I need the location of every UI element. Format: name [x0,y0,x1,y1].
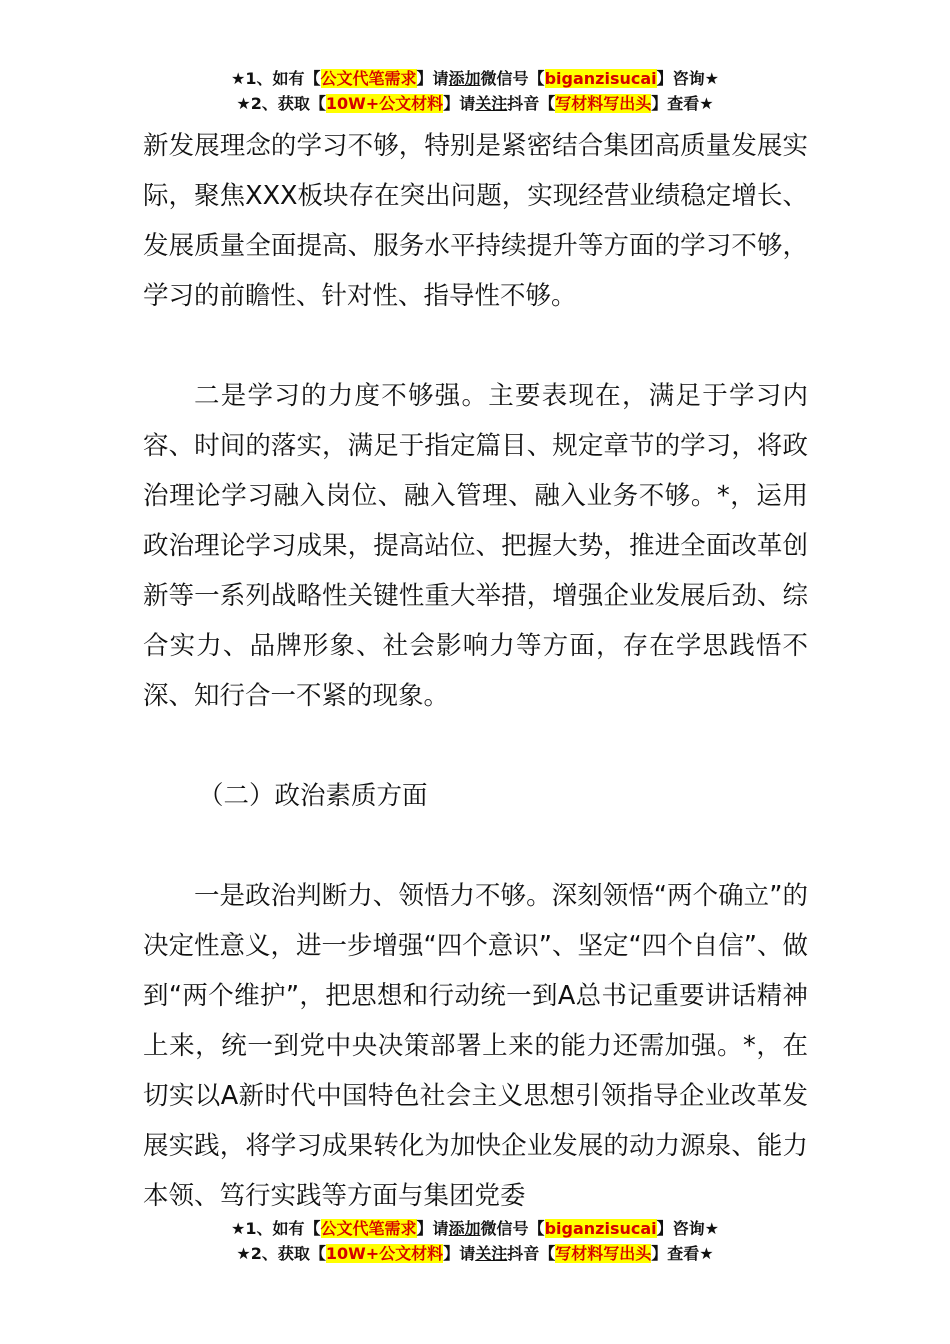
highlight-materials: 10W+公文材料 [325,1244,444,1263]
banner-line-2: ★2、获取【10W+公文材料】请关注抖音【写材料写出头】查看★ [236,94,714,113]
highlight-douyin-account: 写材料写出头 [555,1244,652,1263]
paragraph-spacer [143,821,808,871]
highlight-service: 公文代笔需求 [320,1219,417,1238]
paragraph-spacer [143,721,808,771]
header-banner [0,66,950,116]
highlight-materials: 10W+公文材料 [325,94,444,113]
paragraph-spacer [143,321,808,371]
footer-banner [0,1216,950,1266]
banner-line-1: ★1、如有【公文代笔需求】请添加微信号【biganzisucai】咨询★ [231,1219,719,1238]
banner-line-1: ★1、如有【公文代笔需求】请添加微信号【biganzisucai】咨询★ [231,69,719,88]
highlight-wechat-id: biganzisucai [544,1219,657,1238]
section-heading: （二）政治素质方面 [198,781,428,811]
paragraph-2: 二是学习的力度不够强。主要表现在，满足于学习内容、时间的落实，满足于指定篇目、规定章节的学习，将政治理论学习融入岗位、融入管理、融入业务不够。*，运用政治理论学习成果，提高站位、把握大势，推进全面改革创新等一系列战略性关键性重大举措，增强企业发展后劲、综合实力、品牌形象、社会影响力等方面，存在学思践悟不深、知行合一不紧的现象。 [143,381,808,711]
highlight-douyin-account: 写材料写出头 [555,94,652,113]
highlight-wechat-id: biganzisucai [544,69,657,88]
highlight-service: 公文代笔需求 [320,69,417,88]
paragraph-3: 一是政治判断力、领悟力不够。深刻领悟“两个确立”的决定性意义，进一步增强“四个意识”、坚定“四个自信”、做到“两个维护”，把思想和行动统一到A总书记重要讲话精神上来，统一到党中央决策部署上来的能力还需加强。*，在切实以A新时代中国特色社会主义思想引领指导企业改革发展实践，将学习成果转化为加快企业发展的动力源泉、能力本领、笃行实践等方面与集团党委 [143,881,808,1211]
document-body [143,121,808,1221]
banner-line-2: ★2、获取【10W+公文材料】请关注抖音【写材料写出头】查看★ [236,1244,714,1263]
paragraph-1: 新发展理念的学习不够，特别是紧密结合集团高质量发展实际，聚焦XXX板块存在突出问题，实现经营业绩稳定增长、发展质量全面提高、服务水平持续提升等方面的学习不够，学习的前瞻性、针对性、指导性不够。 [143,131,808,311]
